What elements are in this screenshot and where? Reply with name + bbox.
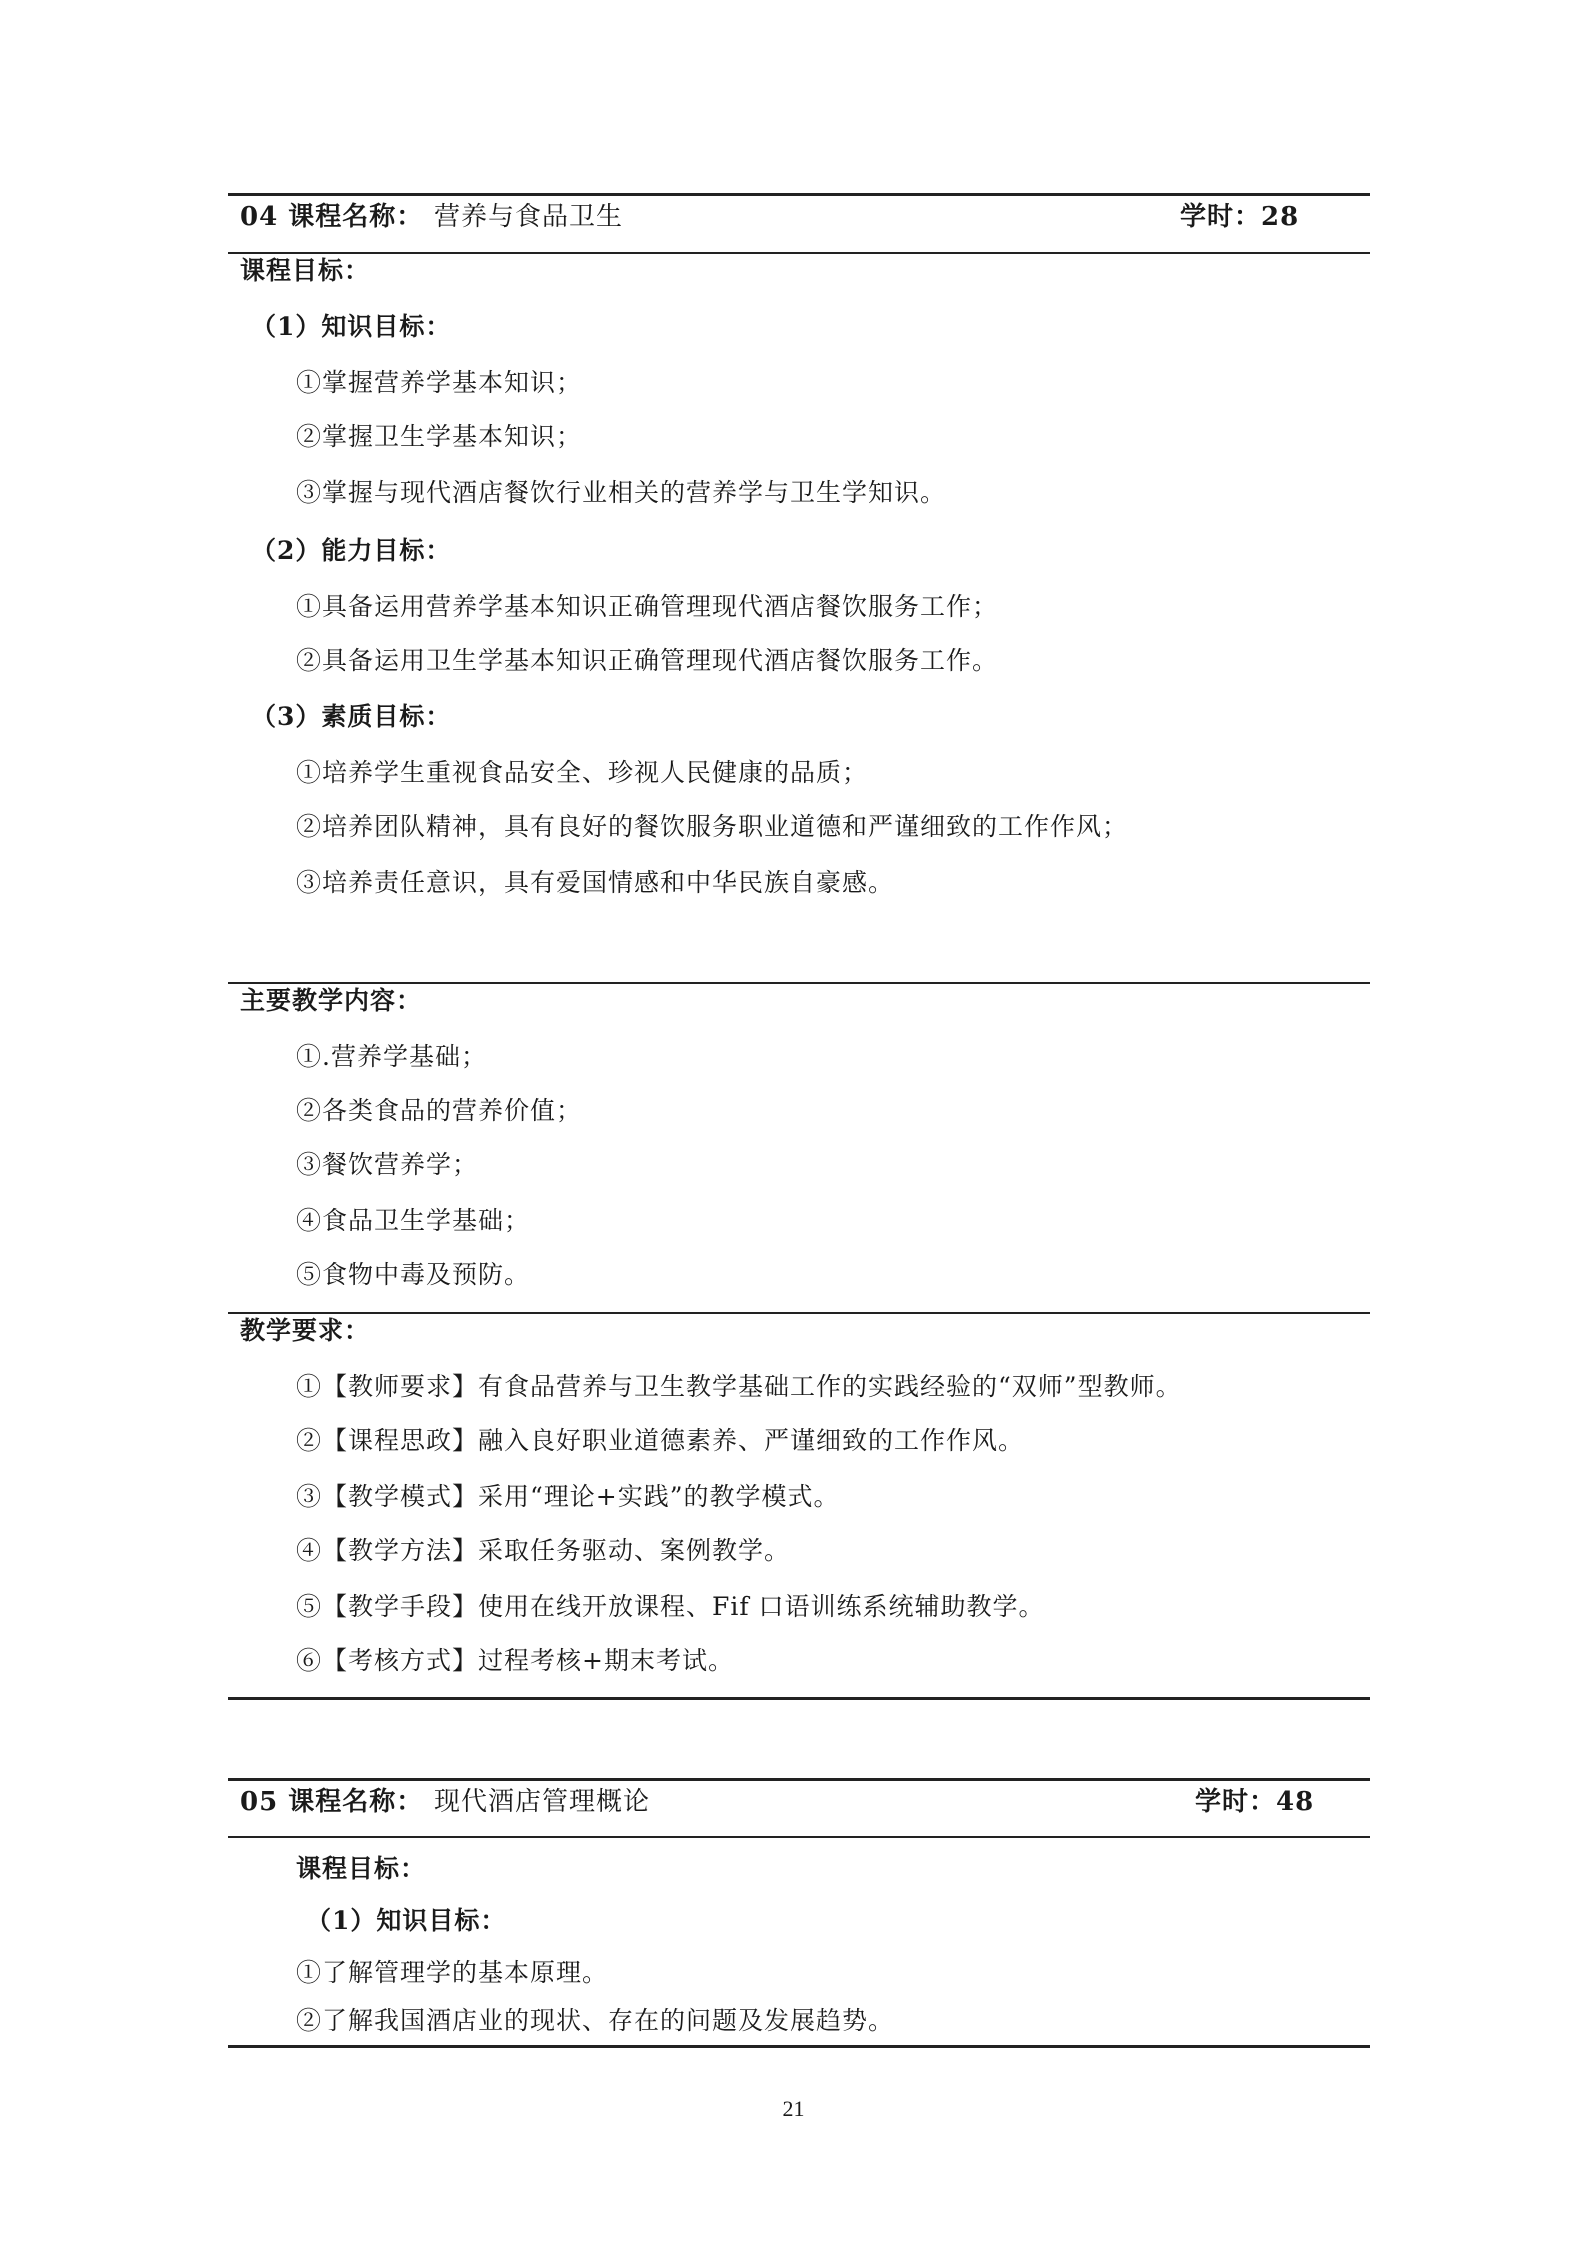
- course-04-content-item: ④食品卫生学基础；: [296, 1206, 531, 1235]
- course-05-name: 现代酒店管理概论: [434, 1787, 651, 1817]
- course-05-knowledge-title: （1）知识目标：: [306, 1906, 507, 1935]
- course-04-quality-title: （3）素质目标：: [251, 702, 452, 731]
- course-04-requirement-item: ④【教学方法】采取任务驱动、案例教学。: [296, 1536, 791, 1565]
- rule-05-header-bottom: [228, 1836, 1370, 1838]
- page-number: 21: [782, 2096, 805, 2121]
- course-04-goals-title: 课程目标：: [240, 256, 371, 285]
- course-04-label: 04 课程名称：: [240, 202, 424, 232]
- course-04-requirements-title: 教学要求：: [240, 1316, 371, 1345]
- course-04-requirement-item: ①【教师要求】有食品营养与卫生教学基础工作的实践经验的“双师”型教师。: [296, 1372, 1182, 1401]
- rule-top-04: [228, 193, 1370, 196]
- course-05-knowledge-item: ②了解我国酒店业的现状、存在的问题及发展趋势。: [296, 2006, 895, 2035]
- course-04-quality-item: ②培养团队精神，具有良好的餐饮服务职业道德和严谨细致的工作作风；: [296, 812, 1129, 841]
- course-04-quality-item: ①培养学生重视食品安全、珍视人民健康的品质；: [296, 758, 869, 787]
- course-05-goals-title: 课程目标：: [296, 1854, 427, 1883]
- course-04-knowledge-item: ①掌握营养学基本知识；: [296, 368, 583, 397]
- course-04-name: 营养与食品卫生: [434, 202, 624, 232]
- course-04-knowledge-item: ②掌握卫生学基本知识；: [296, 422, 583, 451]
- course-04-requirement-item: ⑤【教学手段】使用在线开放课程、Fif 口语训练系统辅助教学。: [296, 1592, 1045, 1621]
- course-04-ability-item: ①具备运用营养学基本知识正确管理现代酒店餐饮服务工作；: [296, 592, 999, 621]
- course-04-content-item: ①.营养学基础；: [296, 1042, 487, 1071]
- course-04-content-title: 主要教学内容：: [240, 986, 423, 1015]
- course-04-requirement-item: ③【教学模式】采用“理论+实践”的教学模式。: [296, 1482, 840, 1511]
- rule-04-header-bottom: [228, 252, 1370, 254]
- rule-requirements-top: [228, 1312, 1370, 1314]
- course-04-ability-item: ②具备运用卫生学基本知识正确管理现代酒店餐饮服务工作。: [296, 646, 999, 675]
- course-04-knowledge-title: （1）知识目标：: [251, 312, 452, 341]
- course-04-knowledge-item: ③掌握与现代酒店餐饮行业相关的营养学与卫生学知识。: [296, 478, 947, 507]
- course-04-hours: 学时：28: [1180, 202, 1300, 232]
- course-04-content-item: ③餐饮营养学；: [296, 1150, 479, 1179]
- course-05-hours: 学时：48: [1195, 1787, 1315, 1817]
- course-04-content-item: ②各类食品的营养价值；: [296, 1096, 583, 1125]
- course-04-requirement-item: ②【课程思政】融入良好职业道德素养、严谨细致的工作作风。: [296, 1426, 1025, 1455]
- course-05-knowledge-item: ①了解管理学的基本原理。: [296, 1958, 609, 1987]
- rule-05-bottom: [228, 2045, 1370, 2048]
- course-05-label: 05 课程名称：: [240, 1787, 424, 1817]
- rule-04-bottom: [228, 1697, 1370, 1700]
- course-04-quality-item: ③培养责任意识，具有爱国情感和中华民族自豪感。: [296, 868, 895, 897]
- course-04-content-item: ⑤食物中毒及预防。: [296, 1260, 531, 1289]
- course-04-requirement-item: ⑥【考核方式】过程考核+期末考试。: [296, 1646, 734, 1675]
- course-04-ability-title: （2）能力目标：: [251, 536, 452, 565]
- rule-top-05: [228, 1778, 1370, 1781]
